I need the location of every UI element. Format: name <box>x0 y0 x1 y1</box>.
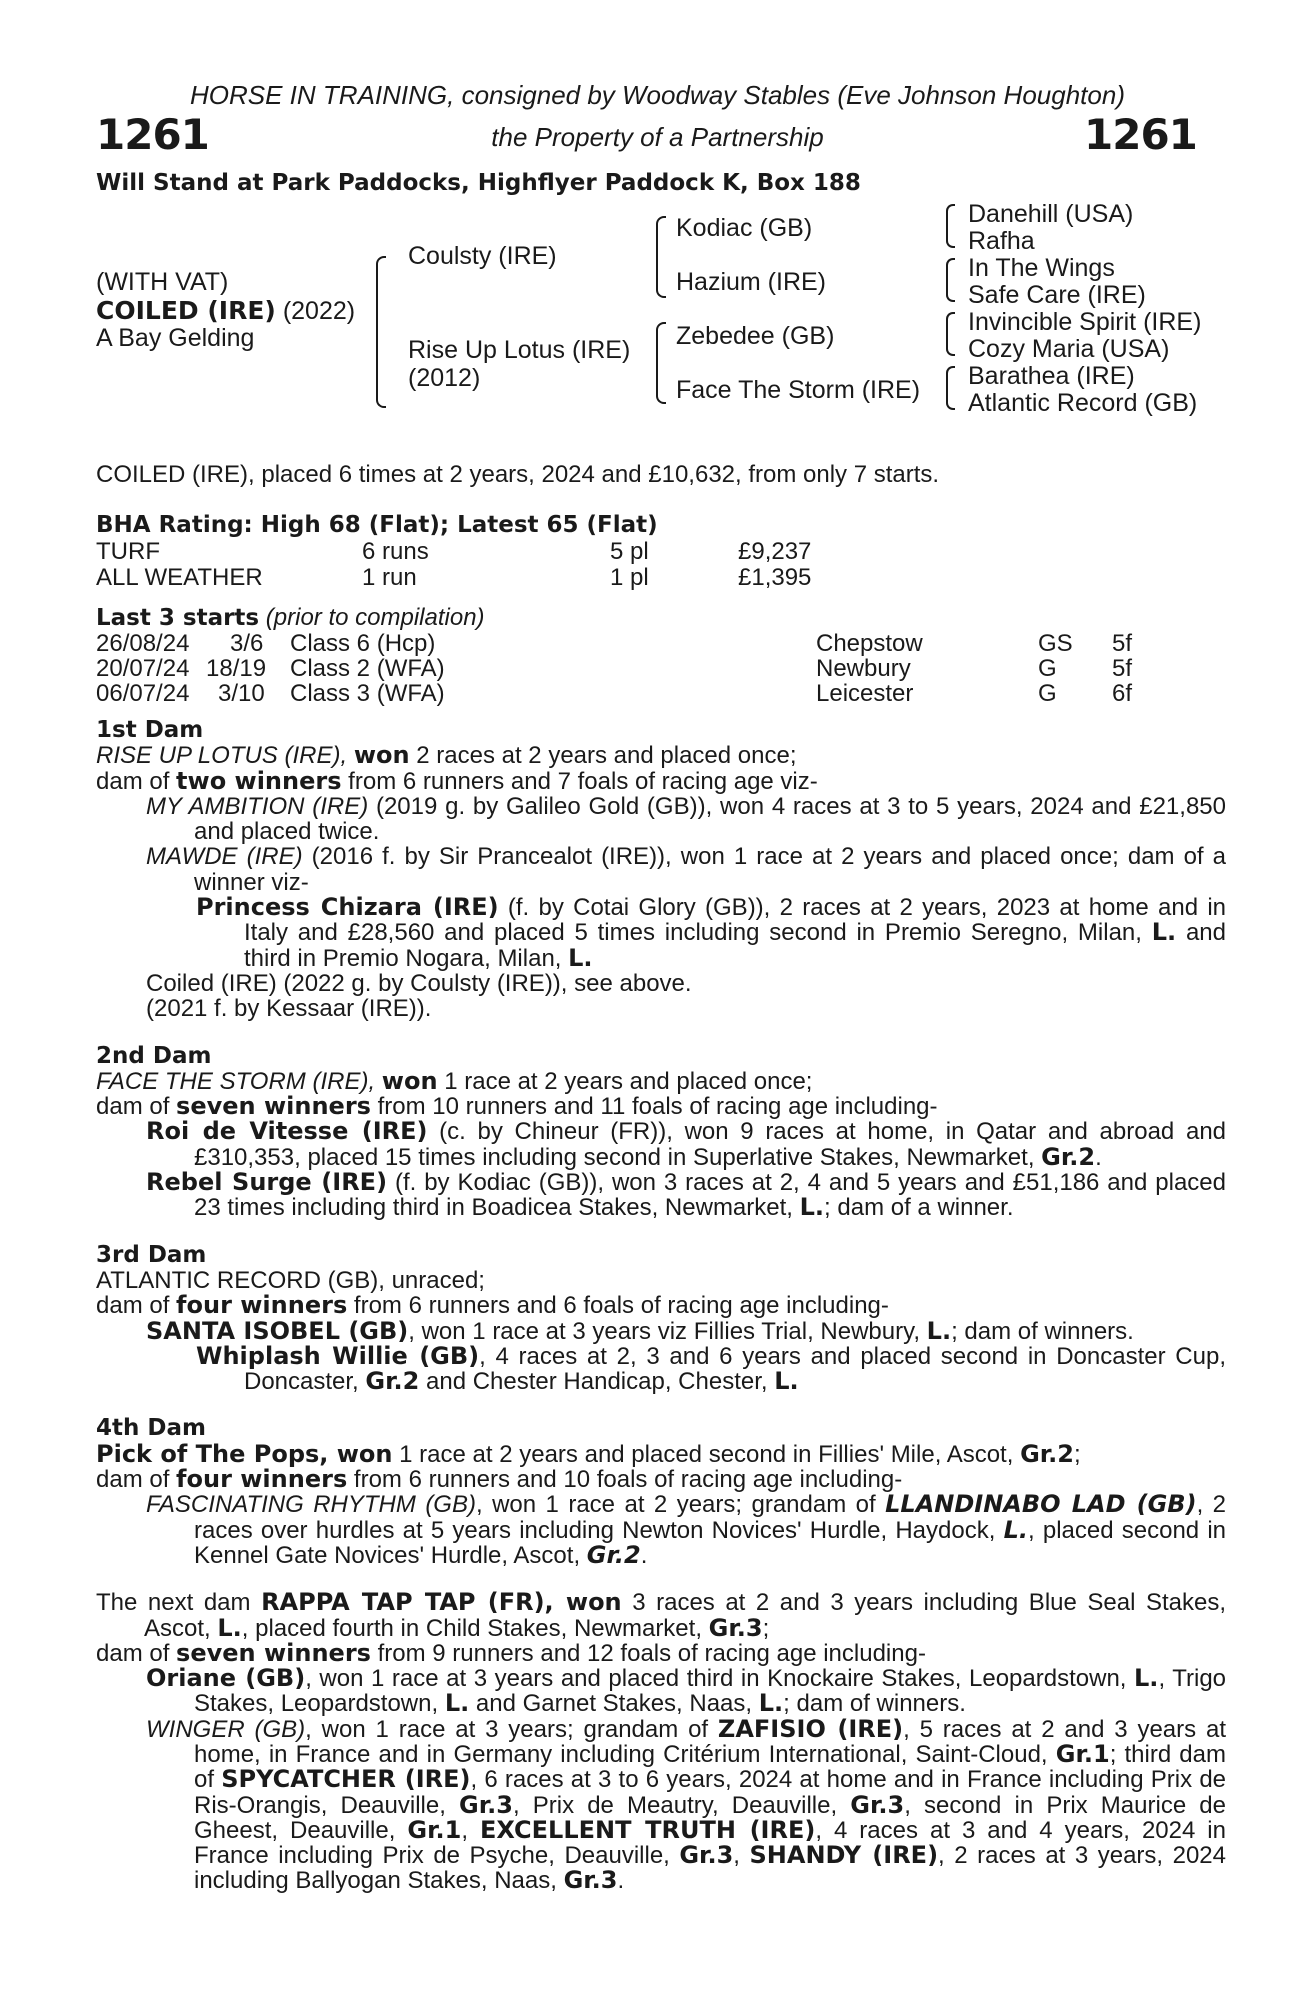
consignor-line: HORSE IN TRAINING, consigned by Woodway Stables (Eve Johnson Houghton) <box>190 80 1125 110</box>
dam-dam: Face The Storm (IRE) <box>676 376 921 404</box>
start-date: 26/08/24 <box>96 630 190 657</box>
dam-year: (2012) <box>408 364 481 392</box>
start-position: 3/6 <box>230 630 264 657</box>
gen3-brace-1 <box>946 204 955 248</box>
gen3-6: Cozy Maria (USA) <box>968 335 1170 363</box>
horse-description: A Bay Gelding <box>96 324 255 352</box>
dam1-produce-3: Coiled (IRE) (2022 g. by Coulsty (IRE)), see above. <box>146 969 692 997</box>
start-row <box>96 655 1226 681</box>
start-distance: 5f <box>1112 655 1133 682</box>
rating-surface: TURF <box>96 538 160 565</box>
start-going: GS <box>1038 630 1073 657</box>
rating-earnings: £9,237 <box>738 538 812 565</box>
lot-number-left: 1261 <box>96 110 209 159</box>
dam3-title: 3rd Dam <box>96 1241 207 1268</box>
dam1-intro: RISE UP LOTUS (IRE), won 2 races at 2 years and placed once; <box>96 741 797 770</box>
next-dam-intro: The next dam RAPPA TAP TAP (FR), won 3 races at 2 and 3 years including Blue Seal Stakes, Ascot, L., placed fourth in Child Stakes, Newmarket, Gr.3; <box>96 1588 1227 1642</box>
start-date: 20/07/24 <box>96 655 190 682</box>
dam3-produce-1: SANTA ISOBEL (GB), won 1 race at 3 years viz Fillies Trial, Newbury, L.; dam of winners. <box>146 1316 1134 1345</box>
horse-name-line <box>96 296 355 326</box>
stable-location: Will Stand at Park Paddocks, Highflyer Paddock K, Box 188 <box>96 170 861 196</box>
female-line <box>96 718 1226 1894</box>
dam1-title: 1st Dam <box>96 717 204 743</box>
rating-row <box>96 564 1226 590</box>
dam4-produce-1: FASCINATING RHYTHM (GB), won 1 race at 2 years; grandam of LLANDINABO LAD (GB), 2 races over hurdles at 5 years including Newton Novices' Hurdle, Haydock, L., placed second in Kennel Gate Novices' Hurdle, Ascot, Gr.2. <box>146 1490 1227 1569</box>
dam: Rise Up Lotus (IRE) <box>408 336 631 364</box>
dam1-grand-produce: Princess Chizara (IRE) (f. by Cotai Glory (GB)), 2 races at 2 years, 2023 at home and in Italy and £28,560 and placed 5 times including second in Premio Seregno, Milan, L. and third in Premio Nogara, Milan, L. <box>196 893 1227 972</box>
start-row <box>96 680 1226 706</box>
dam1-dam-of: dam of two winners from 6 runners and 7 foals of racing age viz- <box>96 766 818 795</box>
dam3-dam-of: dam of four winners from 6 runners and 6 foals of racing age including- <box>96 1291 889 1320</box>
start-going: G <box>1038 655 1057 682</box>
gen3-3: In The Wings <box>968 254 1115 282</box>
start-date: 06/07/24 <box>96 680 190 707</box>
sire-dam: Hazium (IRE) <box>676 268 827 296</box>
start-course: Leicester <box>816 680 914 707</box>
dam2-title: 2nd Dam <box>96 1042 212 1069</box>
dam4-title: 4th Dam <box>96 1415 206 1442</box>
rating-row <box>96 538 1226 564</box>
gen3-5: Invincible Spirit (IRE) <box>968 308 1202 336</box>
start-row <box>96 630 1226 656</box>
start-class: Class 2 (WFA) <box>290 655 445 682</box>
dam3-grand-produce: Whiplash Willie (GB), 4 races at 2, 3 and 6 years and placed second in Doncaster Cup, Doncaster, Gr.2 and Chester Handicap, Chester, L. <box>196 1341 1226 1396</box>
rating-earnings: £1,395 <box>738 564 812 591</box>
pedigree-brace <box>376 256 386 408</box>
rating-placed: 1 pl <box>610 564 649 591</box>
bha-rating-title: BHA Rating: High 68 (Flat); Latest 65 (Flat) <box>96 512 658 538</box>
gen3-4: Safe Care (IRE) <box>968 281 1146 309</box>
gen3-brace-2 <box>946 258 955 302</box>
start-going: G <box>1038 680 1057 707</box>
gen3-brace-3 <box>946 312 955 356</box>
gen3-8: Atlantic Record (GB) <box>968 389 1198 417</box>
start-class: Class 6 (Hcp) <box>290 630 436 657</box>
last-starts-title: Last 3 starts <box>96 605 260 631</box>
start-distance: 5f <box>1112 630 1133 657</box>
dam-brace <box>656 322 666 404</box>
next-dam-dam-of: dam of seven winners from 9 runners and 12 foals of racing age including- <box>96 1638 926 1667</box>
gen3-2: Rafha <box>968 227 1035 255</box>
lot-number-right: 1261 <box>1084 110 1197 159</box>
sire-sire: Kodiac (GB) <box>676 214 813 242</box>
rating-runs: 6 runs <box>362 538 429 565</box>
horse-name: COILED (IRE) <box>96 296 276 325</box>
start-course: Chepstow <box>816 630 923 657</box>
dam-sire: Zebedee (GB) <box>676 322 835 350</box>
sire: Coulsty (IRE) <box>408 242 557 270</box>
last-starts-heading <box>96 604 485 632</box>
dam4-intro: Pick of The Pops, won 1 race at 2 years and placed second in Fillies' Mile, Ascot, Gr.2; <box>96 1439 1081 1468</box>
start-position: 3/10 <box>218 680 265 707</box>
next-dam-produce-1: Oriane (GB), won 1 race at 3 years and placed third in Knockaire Stakes, Leopardstown, L., Trigo Stakes, Leopardstown, L. and Garnet Stakes, Naas, L.; dam of winners. <box>146 1664 1227 1718</box>
start-course: Newbury <box>816 655 911 682</box>
rating-placed: 5 pl <box>610 538 649 565</box>
start-distance: 6f <box>1112 680 1133 707</box>
dam3-intro: ATLANTIC RECORD (GB), unraced; <box>96 1266 485 1294</box>
rating-runs: 1 run <box>362 564 417 591</box>
start-position: 18/19 <box>206 655 267 682</box>
next-dam-produce-2: WINGER (GB), won 1 race at 3 years; grandam of ZAFISIO (IRE), 5 races at 2 and 3 years at home, in France and in Germany including Critérium International, Saint-Cloud, Gr.1; third dam of SPYCATCHER (IRE), 6 races at 3 to 6 years, 2024 at home and in France including Prix de Ris-Orangis, Deauville, Gr.3, Prix de Meautry, Deauville, Gr.3, second in Prix Maurice de Gheest, Deauville, Gr.1, EXCELLENT TRUTH (IRE), 4 races at 3 and 4 years, 2024 in France including Prix de Psyche, Deauville, Gr.3, SHANDY (IRE), 2 races at 3 years, 2024 including Ballyogan Stakes, Naas, Gr.3. <box>146 1714 1227 1895</box>
property-line: the Property of a Partnership <box>491 122 824 152</box>
dam2-produce-1: Roi de Vitesse (IRE) (c. by Chineur (FR)), won 9 races at home, in Qatar and abroad and £310,353, placed 15 times including second in Superlative Stakes, Newmarket, Gr.2. <box>146 1117 1227 1171</box>
dam1-produce-4: (2021 f. by Kessaar (IRE)). <box>146 995 432 1023</box>
dam2-dam-of: dam of seven winners from 10 runners and 11 foals of racing age including- <box>96 1092 938 1121</box>
dam1-produce-2: MAWDE (IRE) (2016 f. by Sir Prancealot (IRE)), won 1 race at 2 years and placed once; dam of a winner viz- <box>146 843 1227 896</box>
gen3-1: Danehill (USA) <box>968 200 1134 228</box>
gen3-brace-4 <box>946 366 955 410</box>
last-starts-note: (prior to compilation) <box>265 604 485 631</box>
dam1-produce-1: MY AMBITION (IRE) (2019 g. by Galileo Gold (GB)), won 4 races at 3 to 5 years, 2024 and £21,850 and placed twice. <box>146 792 1226 846</box>
dam2-produce-2: Rebel Surge (IRE) (f. by Kodiac (GB)), won 3 races at 2, 4 and 5 years and £51,186 and placed 23 times including third in Boadicea Stakes, Newmarket, L.; dam of a winner. <box>146 1168 1226 1222</box>
start-class: Class 3 (WFA) <box>290 680 445 707</box>
dam2-intro: FACE THE STORM (IRE), won 1 race at 2 years and placed once; <box>96 1066 813 1095</box>
sire-brace <box>656 216 666 298</box>
rating-surface: ALL WEATHER <box>96 564 263 591</box>
summary: COILED (IRE), placed 6 times at 2 years, 2024 and £10,632, from only 7 starts. <box>96 461 940 488</box>
dam4-dam-of: dam of four winners from 6 runners and 10 foals of racing age including- <box>96 1465 903 1494</box>
gen3-7: Barathea (IRE) <box>968 362 1135 390</box>
horse-year: (2022) <box>282 297 356 325</box>
vat-label: (WITH VAT) <box>96 268 229 296</box>
